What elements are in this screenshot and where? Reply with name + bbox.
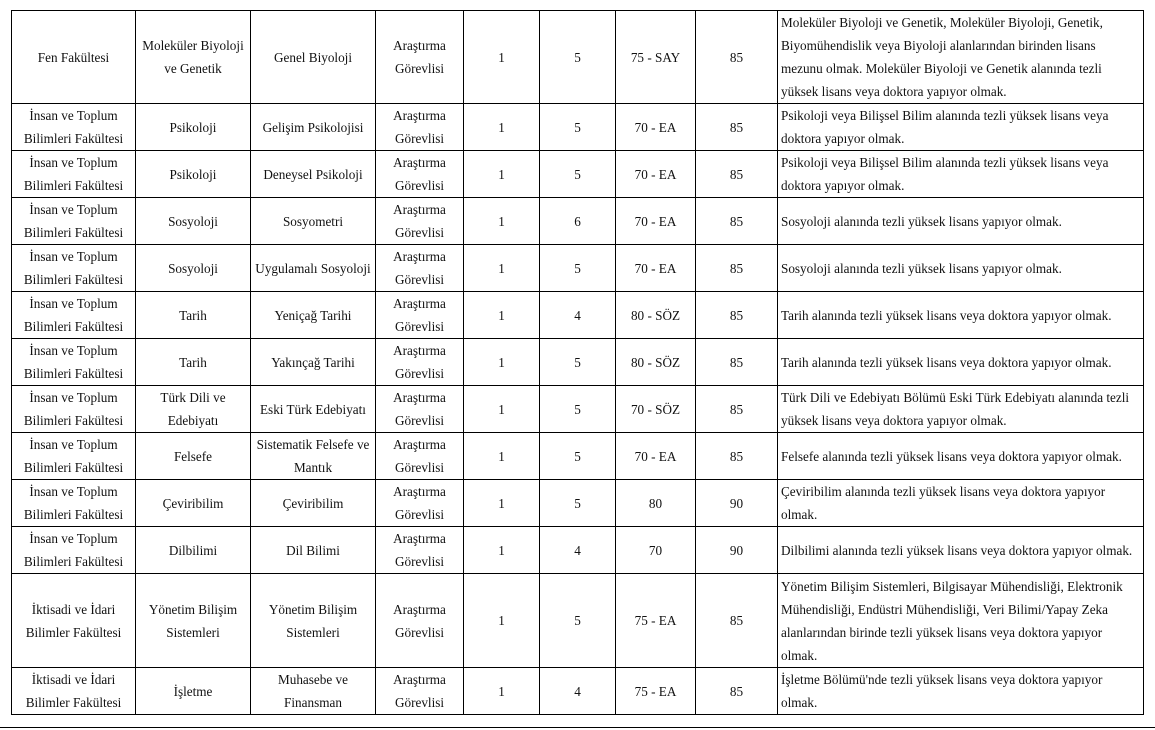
faculty-cell: İktisadi ve İdari Bilimler Fakültesi (12, 668, 136, 715)
ales-score-cell: 70 - SÖZ (616, 386, 696, 433)
requirement-cell: Tarih alanında tezli yüksek lisans veya doktora yapıyor olmak. (778, 339, 1144, 386)
language-score-cell: 85 (696, 11, 778, 104)
department-cell: Felsefe (136, 433, 251, 480)
field-cell: Sosyometri (251, 198, 376, 245)
grade-cell: 5 (540, 245, 616, 292)
language-score-cell: 85 (696, 151, 778, 198)
count-cell: 1 (464, 245, 540, 292)
field-cell: Deneysel Psikoloji (251, 151, 376, 198)
count-cell: 1 (464, 339, 540, 386)
faculty-cell: İnsan ve Toplum Bilimleri Fakültesi (12, 245, 136, 292)
faculty-cell: İnsan ve Toplum Bilimleri Fakültesi (12, 339, 136, 386)
grade-cell: 5 (540, 151, 616, 198)
table-row (12, 339, 1144, 386)
language-score-cell: 85 (696, 386, 778, 433)
field-cell: Dil Bilimi (251, 527, 376, 574)
count-cell: 1 (464, 198, 540, 245)
requirement-cell: Moleküler Biyoloji ve Genetik, Moleküler Biyoloji, Genetik, Biyomühendislik veya Biyoloji alanlarından birinden lisans mezunu olmak. Moleküler Biyoloji ve Genetik alanında tezli yüksek lisans veya doktora yapıyor olmak. (778, 11, 1144, 104)
language-score-cell: 85 (696, 339, 778, 386)
count-cell: 1 (464, 11, 540, 104)
ales-score-cell: 70 (616, 527, 696, 574)
faculty-cell: Fen Fakültesi (12, 11, 136, 104)
table-row (12, 245, 1144, 292)
grade-cell: 5 (540, 104, 616, 151)
requirement-cell: Psikoloji veya Bilişsel Bilim alanında tezli yüksek lisans veya doktora yapıyor olmak. (778, 104, 1144, 151)
positions-table-wrapper (11, 10, 1143, 715)
field-cell: Yeniçağ Tarihi (251, 292, 376, 339)
department-cell: Dilbilimi (136, 527, 251, 574)
title-cell: Araştırma Görevlisi (376, 198, 464, 245)
count-cell: 1 (464, 104, 540, 151)
count-cell: 1 (464, 527, 540, 574)
language-score-cell: 85 (696, 104, 778, 151)
title-cell: Araştırma Görevlisi (376, 151, 464, 198)
faculty-cell: İnsan ve Toplum Bilimleri Fakültesi (12, 527, 136, 574)
ales-score-cell: 80 (616, 480, 696, 527)
language-score-cell: 85 (696, 574, 778, 668)
page-bottom-rule (0, 727, 1155, 728)
title-cell: Araştırma Görevlisi (376, 245, 464, 292)
title-cell: Araştırma Görevlisi (376, 386, 464, 433)
field-cell: Eski Türk Edebiyatı (251, 386, 376, 433)
title-cell: Araştırma Görevlisi (376, 292, 464, 339)
requirement-cell: Sosyoloji alanında tezli yüksek lisans yapıyor olmak. (778, 198, 1144, 245)
department-cell: Moleküler Biyoloji ve Genetik (136, 11, 251, 104)
grade-cell: 5 (540, 386, 616, 433)
language-score-cell: 90 (696, 480, 778, 527)
department-cell: Sosyoloji (136, 245, 251, 292)
title-cell: Araştırma Görevlisi (376, 433, 464, 480)
faculty-cell: İnsan ve Toplum Bilimleri Fakültesi (12, 480, 136, 527)
table-row (12, 574, 1144, 668)
department-cell: Tarih (136, 292, 251, 339)
field-cell: Sistematik Felsefe ve Mantık (251, 433, 376, 480)
language-score-cell: 85 (696, 245, 778, 292)
grade-cell: 4 (540, 668, 616, 715)
faculty-cell: İnsan ve Toplum Bilimleri Fakültesi (12, 104, 136, 151)
title-cell: Araştırma Görevlisi (376, 668, 464, 715)
department-cell: Çeviribilim (136, 480, 251, 527)
ales-score-cell: 80 - SÖZ (616, 292, 696, 339)
title-cell: Araştırma Görevlisi (376, 11, 464, 104)
count-cell: 1 (464, 480, 540, 527)
requirement-cell: Sosyoloji alanında tezli yüksek lisans yapıyor olmak. (778, 245, 1144, 292)
grade-cell: 5 (540, 480, 616, 527)
title-cell: Araştırma Görevlisi (376, 104, 464, 151)
count-cell: 1 (464, 433, 540, 480)
table-row (12, 104, 1144, 151)
department-cell: Psikoloji (136, 104, 251, 151)
requirement-cell: Yönetim Bilişim Sistemleri, Bilgisayar Mühendisliği, Elektronik Mühendisliği, Endüstri Mühendisliği, Veri Bilimi/Yapay Zeka alanlarından birinde tezli yüksek lisans veya doktora yapıyor olmak. (778, 574, 1144, 668)
title-cell: Araştırma Görevlisi (376, 339, 464, 386)
table-row (12, 292, 1144, 339)
field-cell: Gelişim Psikolojisi (251, 104, 376, 151)
positions-table-body (12, 11, 1144, 715)
positions-table (11, 10, 1144, 715)
field-cell: Uygulamalı Sosyoloji (251, 245, 376, 292)
field-cell: Çeviribilim (251, 480, 376, 527)
requirement-cell: Dilbilimi alanında tezli yüksek lisans veya doktora yapıyor olmak. (778, 527, 1144, 574)
language-score-cell: 85 (696, 433, 778, 480)
ales-score-cell: 80 - SÖZ (616, 339, 696, 386)
title-cell: Araştırma Görevlisi (376, 480, 464, 527)
grade-cell: 5 (540, 433, 616, 480)
ales-score-cell: 70 - EA (616, 245, 696, 292)
count-cell: 1 (464, 668, 540, 715)
faculty-cell: İktisadi ve İdari Bilimler Fakültesi (12, 574, 136, 668)
count-cell: 1 (464, 574, 540, 668)
department-cell: Tarih (136, 339, 251, 386)
faculty-cell: İnsan ve Toplum Bilimleri Fakültesi (12, 151, 136, 198)
requirement-cell: Felsefe alanında tezli yüksek lisans veya doktora yapıyor olmak. (778, 433, 1144, 480)
department-cell: Psikoloji (136, 151, 251, 198)
ales-score-cell: 70 - EA (616, 433, 696, 480)
ales-score-cell: 70 - EA (616, 151, 696, 198)
grade-cell: 6 (540, 198, 616, 245)
field-cell: Yönetim Bilişim Sistemleri (251, 574, 376, 668)
department-cell: Türk Dili ve Edebiyatı (136, 386, 251, 433)
ales-score-cell: 70 - EA (616, 104, 696, 151)
grade-cell: 5 (540, 339, 616, 386)
requirement-cell: Türk Dili ve Edebiyatı Bölümü Eski Türk Edebiyatı alanında tezli yüksek lisans veya doktora yapıyor olmak. (778, 386, 1144, 433)
ales-score-cell: 75 - EA (616, 668, 696, 715)
grade-cell: 5 (540, 11, 616, 104)
grade-cell: 4 (540, 292, 616, 339)
table-row (12, 527, 1144, 574)
table-row (12, 11, 1144, 104)
field-cell: Muhasebe ve Finansman (251, 668, 376, 715)
count-cell: 1 (464, 386, 540, 433)
requirement-cell: İşletme Bölümü'nde tezli yüksek lisans veya doktora yapıyor olmak. (778, 668, 1144, 715)
department-cell: İşletme (136, 668, 251, 715)
grade-cell: 4 (540, 527, 616, 574)
department-cell: Yönetim Bilişim Sistemleri (136, 574, 251, 668)
title-cell: Araştırma Görevlisi (376, 574, 464, 668)
count-cell: 1 (464, 151, 540, 198)
ales-score-cell: 75 - SAY (616, 11, 696, 104)
title-cell: Araştırma Görevlisi (376, 527, 464, 574)
ales-score-cell: 75 - EA (616, 574, 696, 668)
table-row (12, 386, 1144, 433)
count-cell: 1 (464, 292, 540, 339)
table-row (12, 480, 1144, 527)
table-row (12, 668, 1144, 715)
language-score-cell: 90 (696, 527, 778, 574)
table-row (12, 433, 1144, 480)
table-row (12, 198, 1144, 245)
requirement-cell: Tarih alanında tezli yüksek lisans veya doktora yapıyor olmak. (778, 292, 1144, 339)
department-cell: Sosyoloji (136, 198, 251, 245)
requirement-cell: Çeviribilim alanında tezli yüksek lisans veya doktora yapıyor olmak. (778, 480, 1144, 527)
ales-score-cell: 70 - EA (616, 198, 696, 245)
table-row (12, 151, 1144, 198)
grade-cell: 5 (540, 574, 616, 668)
language-score-cell: 85 (696, 198, 778, 245)
requirement-cell: Psikoloji veya Bilişsel Bilim alanında tezli yüksek lisans veya doktora yapıyor olmak. (778, 151, 1144, 198)
field-cell: Yakınçağ Tarihi (251, 339, 376, 386)
faculty-cell: İnsan ve Toplum Bilimleri Fakültesi (12, 198, 136, 245)
language-score-cell: 85 (696, 668, 778, 715)
faculty-cell: İnsan ve Toplum Bilimleri Fakültesi (12, 433, 136, 480)
language-score-cell: 85 (696, 292, 778, 339)
field-cell: Genel Biyoloji (251, 11, 376, 104)
faculty-cell: İnsan ve Toplum Bilimleri Fakültesi (12, 386, 136, 433)
faculty-cell: İnsan ve Toplum Bilimleri Fakültesi (12, 292, 136, 339)
